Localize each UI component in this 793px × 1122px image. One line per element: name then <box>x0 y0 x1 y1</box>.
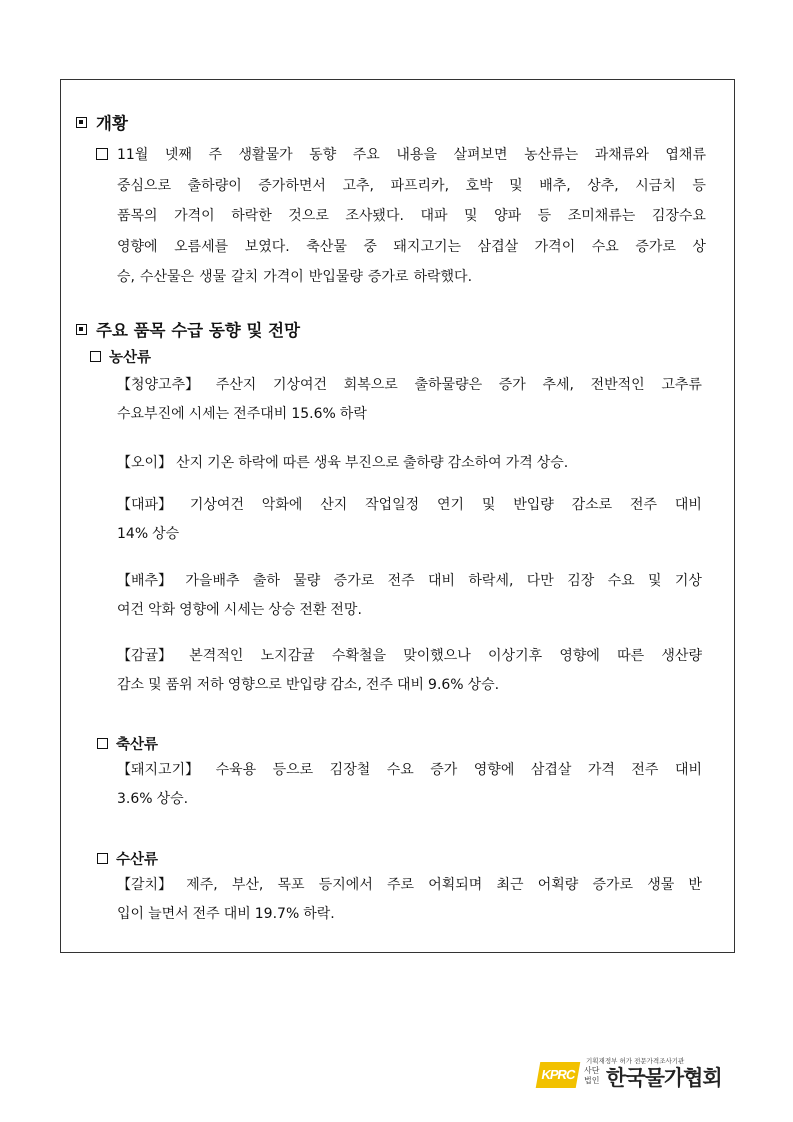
word: 노지감귤 <box>260 648 315 664</box>
word: 【배추】 <box>117 573 173 589</box>
word: 【갈치】 <box>117 877 173 893</box>
word: 수확철을 <box>331 648 386 664</box>
word: 등 <box>537 208 552 224</box>
word: 삼겹살 <box>477 238 519 255</box>
word: 생물 <box>199 269 227 285</box>
logo-tagline: 기획재정부 허가 전문가격조사기관 <box>586 1057 685 1065</box>
word: 등 <box>692 177 706 194</box>
word: 시세는 <box>188 406 230 422</box>
word: 이상기후 <box>488 648 543 664</box>
paragraph-line <box>96 232 706 263</box>
empty-square-icon <box>97 738 108 749</box>
word: 감소 <box>117 677 145 693</box>
outlook-heading-text: 주요 품목 수급 동향 및 전망 <box>96 321 301 340</box>
word: 것으로 <box>288 208 329 224</box>
word: 기상여건 <box>189 497 244 513</box>
empty-square-icon <box>97 853 108 864</box>
section-heading-text: 축산류 <box>116 737 159 753</box>
word: 물량 <box>293 573 321 589</box>
commodity-item <box>117 449 702 478</box>
word: 고추류 <box>661 377 702 393</box>
word: 엽채류 <box>665 147 706 163</box>
word: 오름세를 <box>174 238 229 255</box>
word: 상 <box>692 238 706 255</box>
word: 반입량 <box>513 497 554 513</box>
word: 대파 <box>420 208 448 224</box>
commodity-item <box>117 567 702 625</box>
word: 상승. <box>536 455 569 471</box>
commodity-item <box>117 871 702 929</box>
word: 따른 <box>282 455 310 471</box>
word: 가격이 <box>534 238 576 255</box>
word: 조사됐다. <box>345 208 404 224</box>
word: 상추, <box>587 177 619 194</box>
word: 김장 <box>567 573 595 589</box>
word: 대비 <box>674 497 702 513</box>
word: 시금치 <box>635 177 676 194</box>
word: 생산량 <box>661 648 702 664</box>
word: 수요부진에 <box>117 406 185 422</box>
word: 【돼지고기】 <box>117 762 200 778</box>
paragraph-line <box>96 140 706 171</box>
word: 품위 <box>165 677 193 693</box>
word: 넷째 <box>164 147 192 163</box>
word: 증가하면서 <box>258 177 326 194</box>
word: 출하 <box>252 573 280 589</box>
word: 삼겹살 <box>530 762 572 778</box>
word: 【대파】 <box>117 497 173 513</box>
word: 다만 <box>526 573 554 589</box>
word: 중심으로 <box>117 177 172 194</box>
commodity-item <box>117 756 702 814</box>
word: 기상 <box>674 573 702 589</box>
word: 최근 <box>496 877 524 893</box>
word: 목포 <box>277 877 305 893</box>
word: 늘면서 <box>148 906 189 922</box>
word: 어획량 <box>537 877 579 893</box>
item-line <box>117 491 702 520</box>
word: 【오이】 <box>117 455 173 471</box>
word: 연기 <box>436 497 465 513</box>
word: 대비 <box>428 573 456 589</box>
word: 내용을 <box>396 147 437 163</box>
item-line <box>117 400 702 429</box>
word: 11월 <box>117 147 149 163</box>
word: 작업일정 <box>365 497 420 513</box>
logo-org-name: 한국물가협회 <box>606 1066 722 1090</box>
word: 수요 <box>386 762 414 778</box>
word: 증가 <box>430 762 458 778</box>
word: 부산, <box>231 877 264 893</box>
paragraph-line <box>96 201 706 232</box>
item-line <box>117 567 702 596</box>
word: 저하 <box>196 677 224 693</box>
word: 추세, <box>542 377 574 393</box>
word: 영향으로 <box>227 677 282 693</box>
word: 대비 <box>223 906 251 922</box>
word: 하락. <box>303 906 335 922</box>
paragraph-line <box>96 262 706 293</box>
word: 【청양고추】 <box>117 377 200 393</box>
commodity-item <box>117 371 702 429</box>
word: 상승 <box>268 602 296 618</box>
item-line <box>117 642 702 671</box>
word: 전망. <box>330 602 362 618</box>
word: 감소하여 <box>447 455 502 471</box>
word: 돼지고기는 <box>393 238 462 255</box>
word: 파프리카, <box>390 177 450 194</box>
word: 농산류는 <box>524 147 579 163</box>
word: 조미채류는 <box>567 208 636 224</box>
word: 반 <box>688 877 702 893</box>
outlook-heading <box>76 317 300 341</box>
word: 반입량 <box>285 677 327 693</box>
word: 및 <box>481 497 496 513</box>
word: 전주대비 <box>233 406 288 422</box>
word: 가격 <box>587 762 615 778</box>
empty-square-icon <box>96 148 108 160</box>
word: 호박 <box>465 177 493 194</box>
item-line <box>117 900 702 929</box>
word: 영향에 <box>559 648 600 664</box>
word: 고추, <box>342 177 374 194</box>
word: 3.6% <box>117 791 153 807</box>
overview-paragraph <box>96 140 706 293</box>
section-heading <box>97 848 158 869</box>
word: 시세는 <box>223 602 265 618</box>
word: 감소로 <box>571 497 613 513</box>
word: 회복으로 <box>343 377 398 393</box>
word: 생육 <box>313 455 341 471</box>
overview-heading <box>76 110 128 134</box>
word: 김장철 <box>329 762 371 778</box>
item-line <box>117 871 702 900</box>
word: 입이 <box>117 906 145 922</box>
section-heading-text: 수산류 <box>116 852 159 868</box>
word: 제주, <box>186 877 218 893</box>
word: 가격이 <box>263 269 304 285</box>
commodity-item <box>117 491 702 549</box>
word: 본격적인 <box>189 648 244 664</box>
word: 주로 <box>387 877 415 893</box>
word: 전주 <box>365 677 393 693</box>
word: 증가로 <box>367 269 409 285</box>
item-line <box>117 756 702 785</box>
word: 생활물가 <box>238 147 293 163</box>
word: 하락 <box>339 406 367 422</box>
word: 9.6% <box>428 677 464 693</box>
item-line <box>117 449 702 478</box>
filled-square-icon <box>76 324 87 335</box>
word: 대비 <box>396 677 425 693</box>
word: 【감귤】 <box>117 648 173 664</box>
paragraph-line <box>96 171 706 202</box>
word: 및 <box>148 677 162 693</box>
word: 주산지 <box>215 377 257 393</box>
word: 갈치 <box>231 269 259 285</box>
word: 악화에 <box>261 497 303 513</box>
word: 영향에 <box>117 238 158 255</box>
word: 영향에 <box>473 762 515 778</box>
word: 배추, <box>539 177 571 194</box>
word: 하락했다. <box>413 269 473 285</box>
word: 산지 <box>320 497 348 513</box>
word: 악화 <box>148 602 176 618</box>
word: 수요 <box>591 238 619 255</box>
word: 증가로 <box>635 238 676 255</box>
word: 출하량 <box>403 455 444 471</box>
logo-mark-icon: KPRC <box>536 1062 581 1088</box>
word: 살펴보면 <box>453 147 508 163</box>
word: 승, <box>117 269 135 285</box>
word: 양파 <box>494 208 522 224</box>
word: 김장수요 <box>651 208 706 224</box>
word: 및 <box>464 208 478 224</box>
commodity-item <box>117 642 702 700</box>
word: 영향에 <box>179 602 220 618</box>
word: 및 <box>648 573 662 589</box>
section-heading <box>90 346 151 367</box>
word: 하락한 <box>231 208 272 224</box>
item-line <box>117 371 702 400</box>
first-line-lead <box>96 140 148 171</box>
word: 출하물량은 <box>414 377 483 393</box>
empty-square-icon <box>90 351 101 362</box>
word: 가격 <box>505 455 533 471</box>
word: 등지에서 <box>318 877 373 893</box>
word: 전주 <box>629 497 658 513</box>
word: 증가 <box>498 377 526 393</box>
item-line <box>117 785 702 814</box>
word: 전주 <box>387 573 415 589</box>
word: 맞이했으나 <box>403 648 471 664</box>
org-logo <box>538 1058 738 1090</box>
word: 기상여건 <box>272 377 328 393</box>
word: 주 <box>208 147 222 163</box>
word: 동향 <box>309 147 337 163</box>
section-heading <box>97 733 158 754</box>
item-line <box>117 671 702 700</box>
word: 보였다. <box>244 238 290 255</box>
word: 출하량이 <box>187 177 242 194</box>
word: 수육용 <box>215 762 257 778</box>
word: 상승. <box>467 677 500 693</box>
word: 어획되며 <box>428 877 483 893</box>
word: 여건 <box>117 602 145 618</box>
filled-square-icon <box>76 117 87 128</box>
logo-org-type: 사단법인 <box>584 1066 600 1085</box>
word: 기온 <box>207 455 235 471</box>
word: 따른 <box>617 648 645 664</box>
word: 중 <box>363 238 377 255</box>
word: 및 <box>509 177 523 194</box>
word: 산지 <box>176 455 204 471</box>
word: 14% <box>117 526 149 542</box>
item-line <box>117 596 702 625</box>
word: 가격이 <box>174 208 215 224</box>
word: 감소, <box>330 677 362 693</box>
word: 주요 <box>352 147 380 163</box>
word: 수산물은 <box>139 269 195 285</box>
word: 증가로 <box>592 877 634 893</box>
word: 하락에 <box>238 455 279 471</box>
section-heading-text: 농산류 <box>109 350 152 366</box>
word: 상승 <box>152 526 180 542</box>
overview-heading-text: 개황 <box>96 114 128 133</box>
word: 전반적인 <box>590 377 645 393</box>
item-line <box>117 520 702 549</box>
word: 15.6% <box>291 406 336 422</box>
word: 19.7% <box>254 906 300 922</box>
word: 부진으로 <box>344 455 399 471</box>
word: 가을배추 <box>185 573 240 589</box>
word: 수요 <box>607 573 635 589</box>
word: 품목의 <box>117 208 158 224</box>
word: 전주 <box>631 762 659 778</box>
word: 증가로 <box>333 573 375 589</box>
word: 반입물량 <box>308 269 363 285</box>
word: 대비 <box>674 762 702 778</box>
word: 축산물 <box>306 238 347 255</box>
word: 과채류와 <box>594 147 649 163</box>
word: 전환 <box>299 602 327 618</box>
word: 상승. <box>156 791 189 807</box>
word: 등으로 <box>272 762 314 778</box>
word: 생물 <box>647 877 675 893</box>
word: 하락세, <box>468 573 514 589</box>
word: 전주 <box>192 906 220 922</box>
